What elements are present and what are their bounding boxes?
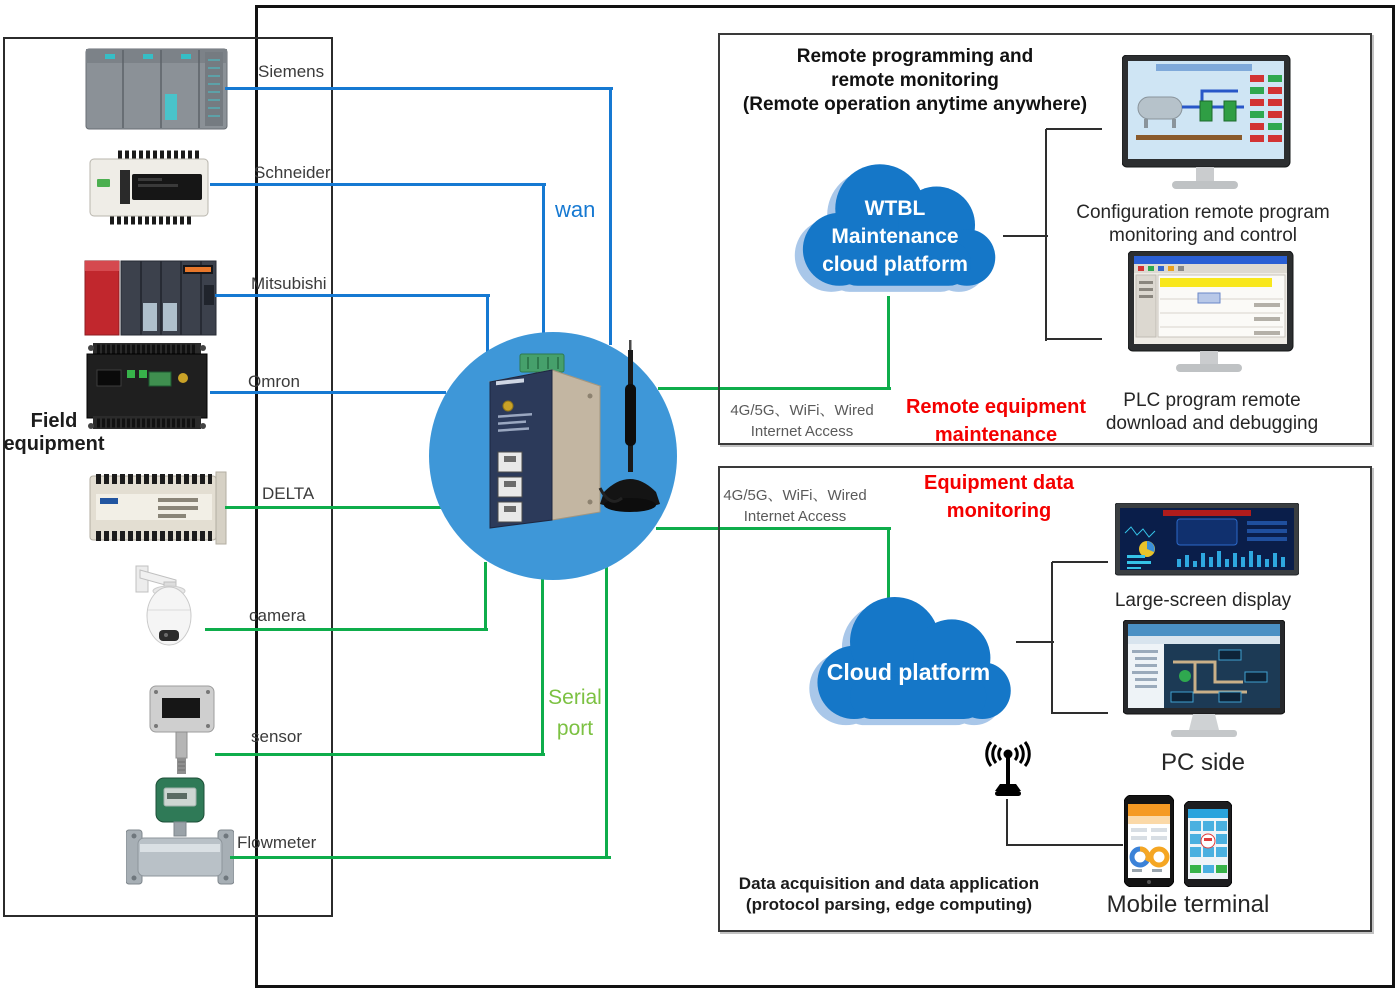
serial-label-line1: Serial [548,686,602,709]
remote-access-text [722,400,882,442]
plc-caption-line2: download and debugging [1105,413,1319,434]
scada-monitor-caption [1072,201,1334,247]
connector-line [210,391,446,394]
data-access-line2: Internet Access [743,508,847,525]
connector-line [230,856,611,859]
connector-line [215,294,490,297]
device-label-camera: camera [249,606,306,625]
remote-access-line2: Internet Access [750,423,854,440]
mitsubishi-plc-image [83,255,218,338]
siemens-plc-image [85,48,228,130]
scada-monitor-image [1122,55,1294,197]
omron-plc-image [83,340,211,432]
serial-port-line-label [533,682,617,744]
remote-maintenance-highlight [890,393,1102,449]
wtbl-cloud-line3: cloud platform [822,253,968,276]
mobile-terminal-caption: Mobile terminal [1106,891,1270,918]
scada-caption-line2: monitoring and control [1109,225,1297,246]
footer-line2: (protocol parsing, edge computing) [745,895,1033,914]
large-screen-image [1115,503,1299,579]
schneider-plc-image [88,148,212,228]
wan-line-label: wan [555,197,596,222]
device-label-mitsubishi: Mitsubishi [251,274,327,293]
data-access-text [715,485,875,527]
cloud-platform-label: Cloud platform [826,659,991,685]
connector-line [225,87,613,90]
connector-line [609,88,612,345]
serial-label-line2: port [556,717,594,740]
connector-line [225,506,442,509]
connector-line [484,562,487,629]
plc-caption-line1: PLC program remote [1123,390,1301,411]
device-label-siemens: Siemens [258,62,325,81]
footer-line1: Data acquisition and data application [738,874,1040,893]
mobile-phone-2-image [1184,801,1232,887]
device-label-delta: DELTA [262,484,315,503]
data-acquisition-text [728,873,1050,915]
mobile-phone-1-image [1124,795,1174,887]
pc-monitor-image [1123,620,1285,748]
device-label-flowmeter: Flowmeter [237,833,317,852]
wtbl-cloud-line1: WTBL [864,197,926,220]
remote-panel-title [735,45,1095,117]
remote-highlight-line1: Remote equipment [905,396,1087,418]
wtbl-cloud-line2: Maintenance [831,225,959,248]
connector-line [215,753,545,756]
remote-title-line1: Remote programming and [796,46,1034,67]
remote-highlight-line2: maintenance [934,424,1058,446]
sensor-image [148,676,216,776]
data-monitoring-highlight [893,469,1105,525]
plc-monitor-image [1128,251,1296,389]
large-screen-caption: Large-screen display [1114,590,1292,611]
connector-line [542,184,545,334]
pc-side-caption: PC side [1160,749,1246,776]
data-access-line1: 4G/5G、WiFi、Wired [723,487,867,504]
device-label-omron: Omron [248,372,300,391]
data-highlight-line1: Equipment data [923,472,1074,494]
camera-image [128,562,208,652]
connector-line [210,183,546,186]
remote-access-line1: 4G/5G、WiFi、Wired [730,402,874,419]
wtbl-cloud-label [795,195,995,279]
delta-plc-image [88,468,228,548]
antenna-tower-icon [982,740,1034,800]
plc-monitor-caption [1082,389,1342,435]
cloud-platform-icon [791,575,1025,739]
field-equipment-title: Field equipment [3,410,105,455]
connector-line [205,628,488,631]
remote-title-line3: (Remote operation anytime anywhere) [742,94,1088,115]
scada-caption-line1: Configuration remote program [1076,202,1330,223]
device-label-sensor: sensor [251,727,303,746]
data-highlight-line2: monitoring [946,500,1052,522]
device-label-schneider: Schneider [254,163,331,182]
remote-title-line2: remote monitoring [831,70,999,91]
industrial-router-image [432,340,667,555]
flowmeter-image [126,776,234,908]
